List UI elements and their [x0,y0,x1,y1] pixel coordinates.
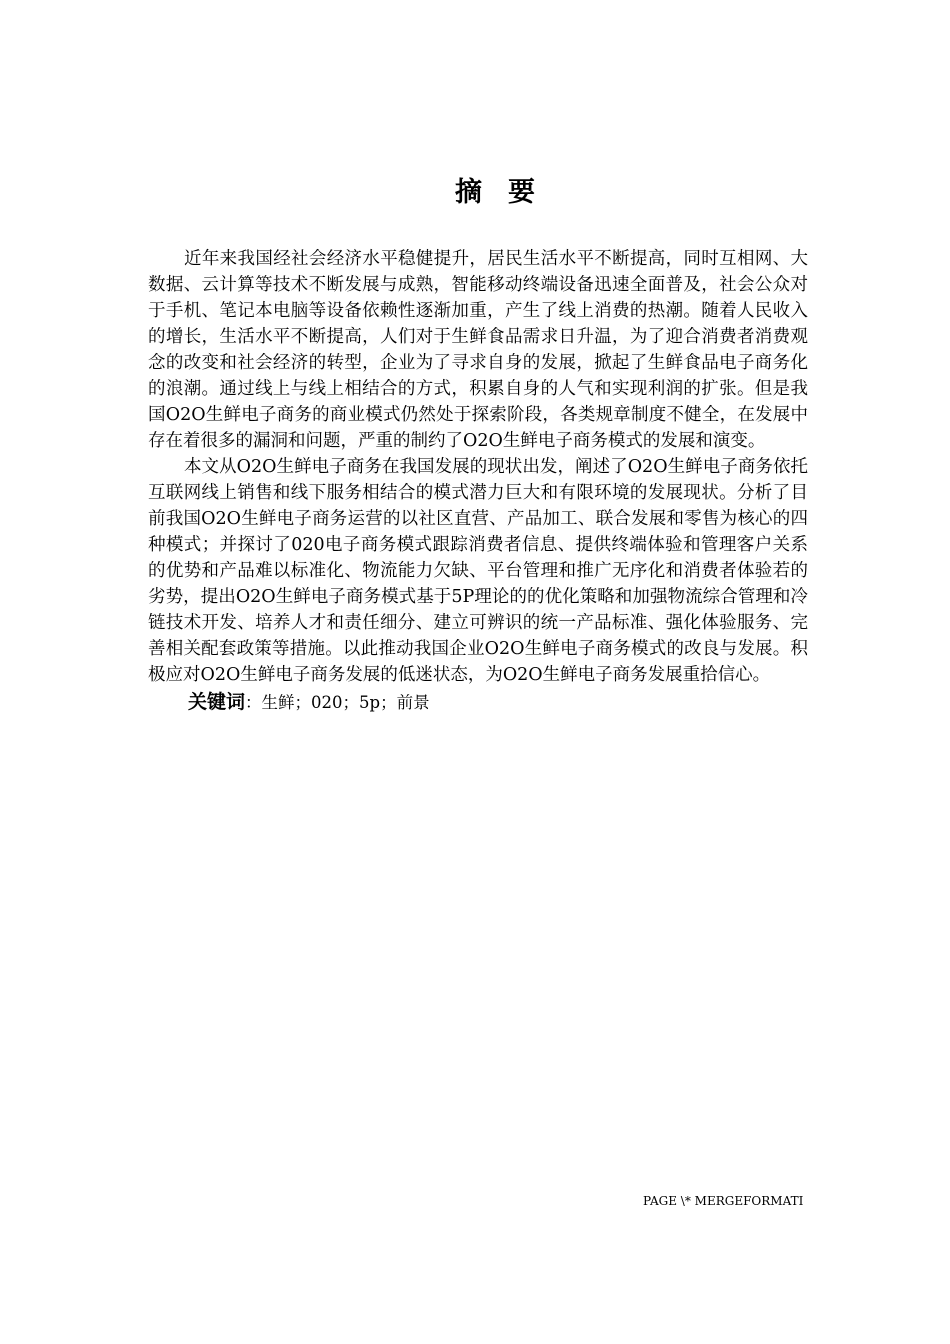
title-char-1: 摘 [455,177,482,208]
keywords-line [148,688,808,717]
title-char-2: 要 [508,177,535,208]
keywords-value: ：生鲜；020；5p；前景 [245,693,430,712]
abstract-paragraph-1: 近年来我国经社会经济水平稳健提升，居民生活水平不断提高，同时互相网、大数据、云计算等技术不断发展与成熟，智能移动终端设备迅速全面普及，社会公众对于手机、笔记本电脑等设备依赖性逐渐加重，产生了线上消费的热潮。随着人民收入的增长，生活水平不断提高，人们对于生鲜食品需求日升温，为了迎合消费者消费观念的改变和社会经济的转型，企业为了寻求自身的发展，掀起了生鲜食品电子商务化的浪潮。通过线上与线上相结合的方式，积累自身的人气和实现利润的扩张。但是我国O2O生鲜电子商务的商业模式仍然处于探索阶段，各类规章制度不健全，在发展中存在着很多的漏洞和问题，严重的制约了O2O生鲜电子商务模式的发展和演变。 [148,249,808,451]
keywords-label: 关键词 [188,691,246,713]
abstract-body [148,246,808,717]
page-number-field: PAGE \* MERGEFORMATI [643,1194,804,1208]
abstract-paragraph-2: 本文从O2O生鲜电子商务在我国发展的现状出发，阐述了O2O生鲜电子商务依托互联网线上销售和线下服务相结合的模式潜力巨大和有限环境的发展现状。分析了目前我国O2O生鲜电子商务运营的以社区直营、产品加工、联合发展和零售为核心的四种模式；并探讨了020电子商务模式跟踪消费者信息、提供终端体验和管理客户关系的优势和产品难以标准化、物流能力欠缺、平台管理和推广无序化和消费者体验若的劣势，提出O2O生鲜电子商务模式基于5P理论的的优化策略和加强物流综合管理和冷链技术开发、培养人才和责任细分、建立可辨识的统一产品标准、强化体验服务、完善相关配套政策等措施。以此推动我国企业O2O生鲜电子商务模式的改良与发展。积极应对O2O生鲜电子商务发展的低迷状态，为O2O生鲜电子商务发展重拾信心。 [148,457,808,685]
abstract-title [0,173,950,213]
